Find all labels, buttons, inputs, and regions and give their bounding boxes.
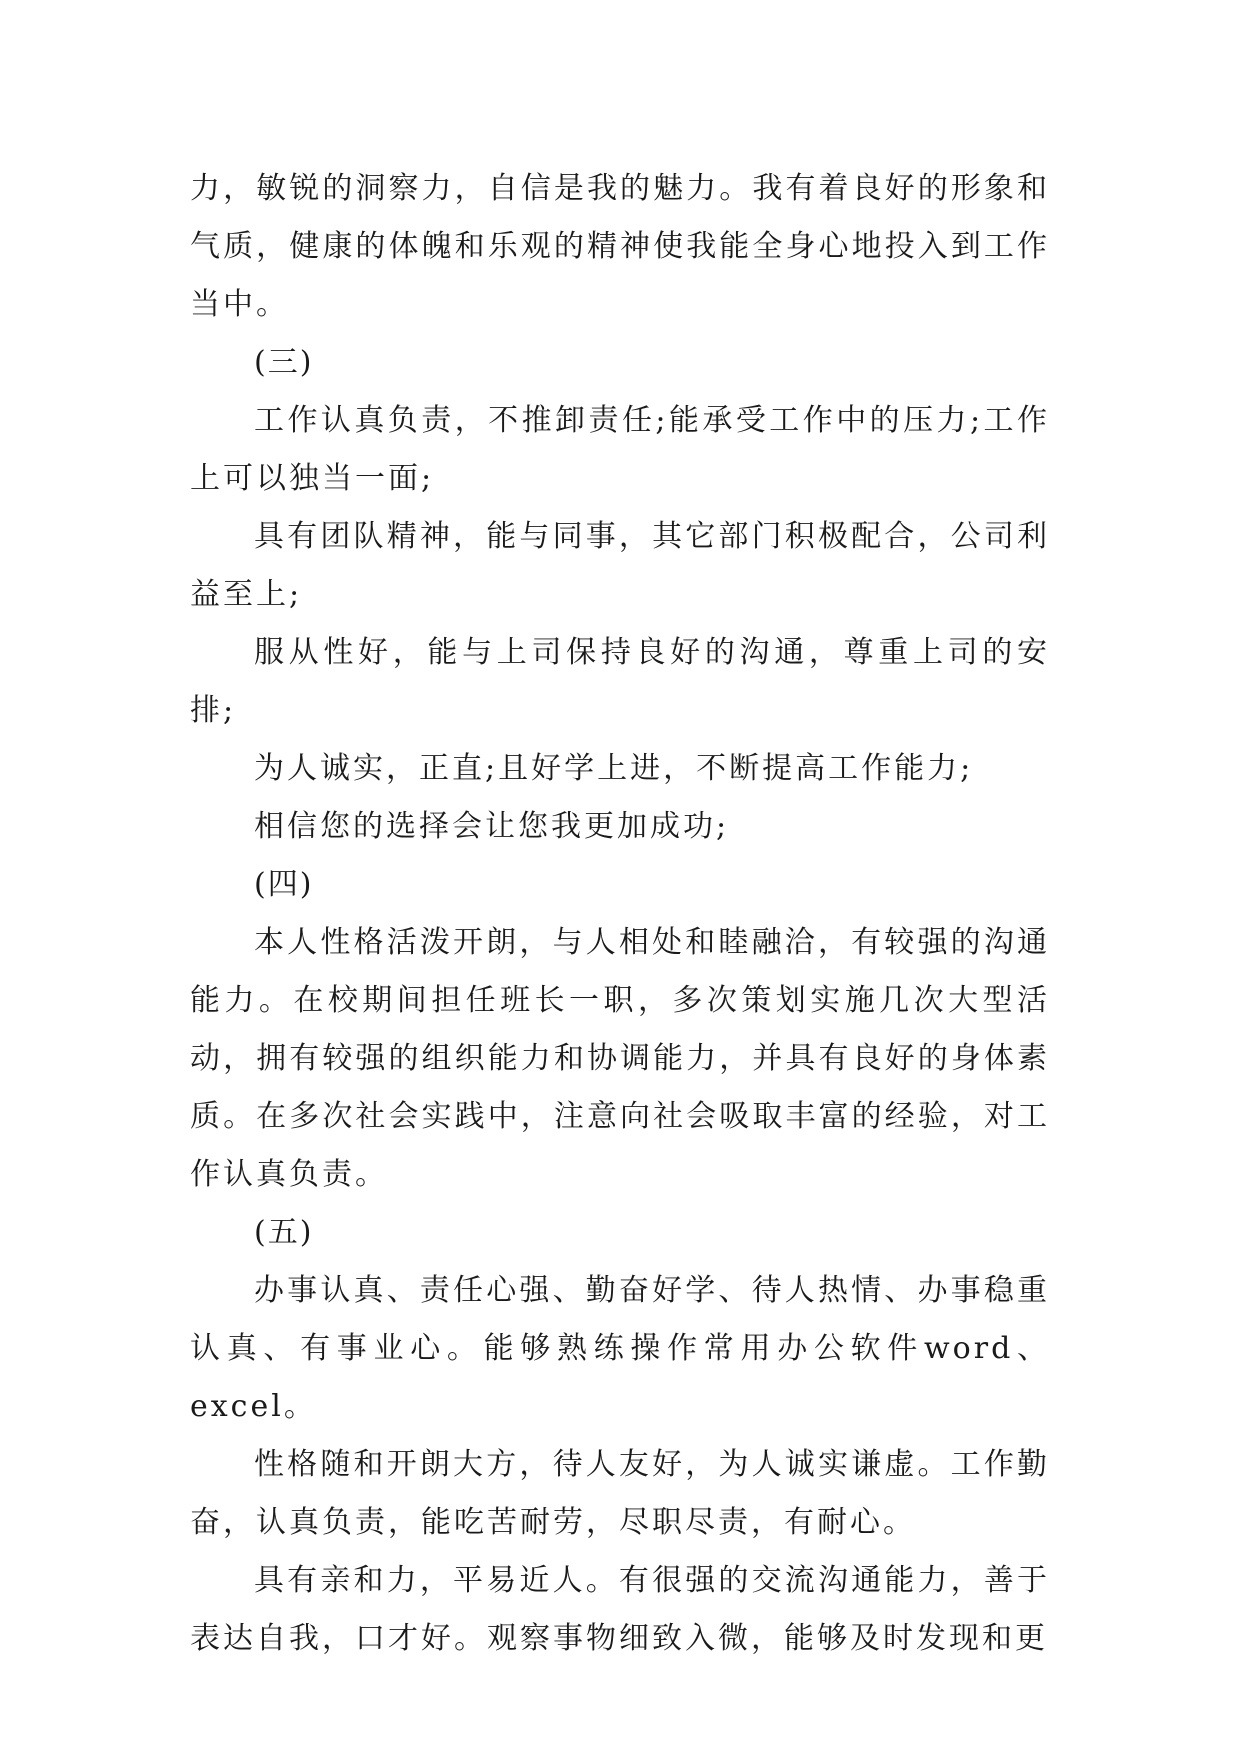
- paragraph: 为人诚实，正直;且好学上进，不断提高工作能力;: [254, 751, 974, 786]
- document-body: [190, 160, 1050, 1668]
- paragraph: 相信您的选择会让您我更加成功;: [254, 809, 730, 844]
- paragraph: 服从性好，能与上司保持良好的沟通，尊重上司的安排;: [190, 635, 1050, 728]
- paragraph: 本人性格活泼开朗，与人相处和睦融洽，有较强的沟通能力。在校期间担任班长一职，多次策划实施几次大型活动，拥有较强的组织能力和协调能力，并具有良好的身体素质。在多次社会实践中，注意向社会吸取丰富的经验，对工作认真负责。: [190, 925, 1050, 1192]
- paragraph: 具有亲和力，平易近人。有很强的交流沟通能力，善于表达自我，口才好。观察事物细致入微，能够及时发现和更: [190, 1563, 1050, 1656]
- paragraph: 性格随和开朗大方，待人友好，为人诚实谦虚。工作勤奋，认真负责，能吃苦耐劳，尽职尽责，有耐心。: [190, 1447, 1050, 1540]
- paragraph-continuation: 力，敏锐的洞察力，自信是我的魅力。我有着良好的形象和气质，健康的体魄和乐观的精神使我能全身心地投入到工作当中。: [190, 171, 1050, 322]
- paragraph: 办事认真、责任心强、勤奋好学、待人热情、办事稳重认真、有事业心。能够熟练操作常用办公软件word、excel。: [190, 1273, 1050, 1424]
- section-heading-4: (四): [254, 867, 314, 902]
- section-heading-3: (三): [254, 345, 314, 380]
- paragraph: 具有团队精神，能与同事，其它部门积极配合，公司利益至上;: [190, 519, 1050, 612]
- section-heading-5: (五): [254, 1215, 314, 1250]
- paragraph: 工作认真负责，不推卸责任;能承受工作中的压力;工作上可以独当一面;: [190, 403, 1050, 496]
